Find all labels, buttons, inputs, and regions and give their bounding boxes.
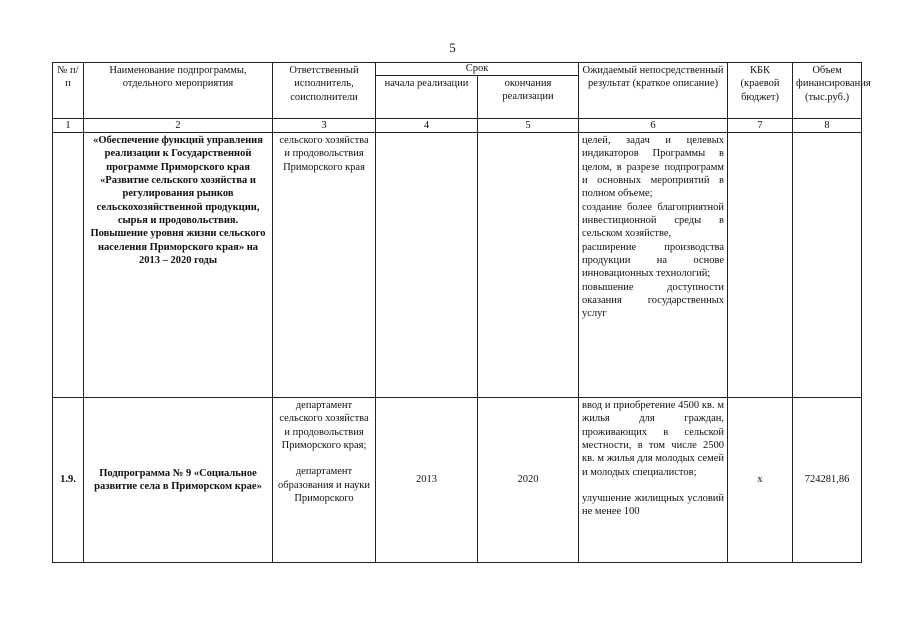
header-row bbox=[53, 63, 862, 76]
row-name: «Обеспечение функций управления реализации к Государственной программе Приморского края «Развитие сельского хозяйства и регулирования рынков сельскохозяйственной продукции, сырья и продовольствия. Повышение уровня жизни сельского населения Приморского края» на 2013 – 2020 годы bbox=[84, 133, 273, 398]
column-number: 1 bbox=[53, 119, 84, 133]
result-line: расширение производства продукции на основе инновационных технологий; bbox=[582, 241, 725, 280]
row-executor bbox=[273, 398, 376, 563]
column-number-row bbox=[53, 119, 862, 133]
column-number: 8 bbox=[793, 119, 862, 133]
row-kbk bbox=[728, 133, 793, 398]
column-number: 4 bbox=[376, 119, 478, 133]
header-result: Ожидаемый непосредственный результат (краткое описание) bbox=[579, 63, 728, 119]
header-num: № п/п bbox=[53, 63, 84, 119]
program-table bbox=[52, 62, 871, 563]
column-number: 5 bbox=[478, 119, 579, 133]
column-number: 7 bbox=[728, 119, 793, 133]
table-row bbox=[53, 398, 862, 563]
result-line: создание более благоприятной инвестиционной среды в сельском хозяйстве, bbox=[582, 201, 725, 240]
header-end: окончания реализации bbox=[478, 76, 579, 119]
row-end: 2020 bbox=[478, 398, 579, 563]
row-num: 1.9. bbox=[53, 398, 84, 563]
header-period: Срок bbox=[376, 63, 579, 76]
page-number: 5 bbox=[449, 40, 456, 55]
column-number: 3 bbox=[273, 119, 376, 133]
header-executor: Ответственный исполнитель, соисполнители bbox=[273, 63, 376, 119]
column-number: 2 bbox=[84, 119, 273, 133]
header-start: начала реализации bbox=[376, 76, 478, 119]
result-line: улучшение жилищных условий не менее 100 bbox=[582, 492, 725, 518]
result-line: повышение доступности оказания государственных услуг bbox=[582, 281, 725, 320]
row-start bbox=[376, 133, 478, 398]
row-num bbox=[53, 133, 84, 398]
result-line: целей, задач и целевых индикаторов Программы в целом, в разрезе подпрограмм и основных мероприятий в полном объеме; bbox=[582, 135, 725, 200]
result-line: ввод и приобретение 4500 кв. м жилья для граждан, проживающих в сельской местности, в том числе 2500 кв. м жилья для молодых семей и молодых специалистов; bbox=[582, 400, 725, 478]
executor-line: департамент образования и науки Приморского bbox=[278, 466, 370, 504]
row-executor: сельского хозяйства и продовольствия Приморского края bbox=[273, 133, 376, 398]
row-end bbox=[478, 133, 579, 398]
row-kbk: x bbox=[728, 398, 793, 563]
column-number: 6 bbox=[579, 119, 728, 133]
header-name: Наименование подпрограммы, отдельного мероприятия bbox=[84, 63, 273, 119]
row-funding bbox=[793, 133, 862, 398]
row-result bbox=[579, 398, 728, 563]
table-row bbox=[53, 133, 862, 398]
row-result bbox=[579, 133, 728, 398]
row-funding: 724281,86 bbox=[793, 398, 862, 563]
executor-line: департамент сельского хозяйства и продовольствия Приморского края; bbox=[279, 400, 369, 451]
row-name: Подпрограмма № 9 «Социальное развитие села в Приморском крае» bbox=[84, 398, 273, 563]
row-start: 2013 bbox=[376, 398, 478, 563]
header-kbk: КБК (краевой бюджет) bbox=[728, 63, 793, 119]
header-funding: Объем финансирования (тыс.руб.) bbox=[793, 63, 862, 119]
